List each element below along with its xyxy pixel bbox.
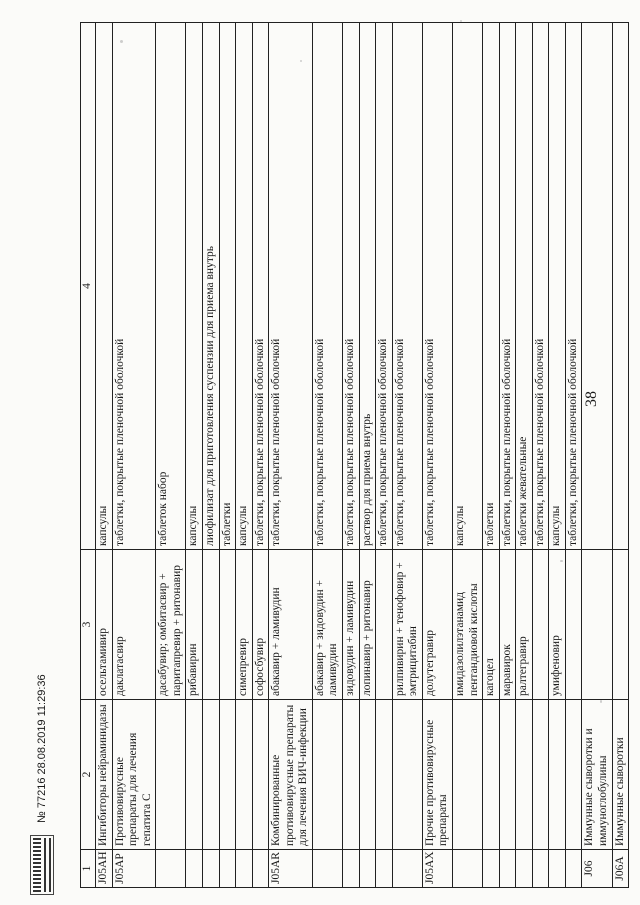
table-row	[96, 23, 113, 888]
drug-name-cell	[612, 550, 629, 700]
table-row	[565, 23, 582, 888]
group-name-cell: Прочие противовирусные препараты	[422, 700, 452, 850]
group-name-cell: Комбинированные противовирусные препараты для лечения ВИЧ-инфекции	[269, 700, 313, 850]
drug-name-cell: даклатасвир	[112, 550, 156, 700]
table-row	[392, 23, 422, 888]
drug-name-cell: маравирок	[499, 550, 516, 700]
group-name-cell	[549, 700, 566, 850]
group-name-cell: Противовирусные препараты для лечения гепатита С	[112, 700, 156, 850]
drug-name-cell: абакавир + зидовудин + ламивудин	[312, 550, 342, 700]
code-cell: J05AR	[269, 850, 313, 888]
page-number: 38	[583, 391, 600, 407]
group-name-cell	[392, 700, 422, 850]
code-cell	[156, 850, 186, 888]
group-name-cell	[483, 700, 500, 850]
code-cell	[532, 850, 549, 888]
table-row	[112, 23, 156, 888]
drug-name-cell: лопинавир + ритонавир	[359, 550, 376, 700]
group-name-cell: Ингибиторы нейраминидазы	[96, 700, 113, 850]
table-row	[452, 23, 482, 888]
group-name-cell	[532, 700, 549, 850]
group-name-cell	[565, 700, 582, 850]
dosage-form-cell: капсулы	[549, 23, 566, 550]
table-header-row	[81, 23, 96, 888]
table-row	[582, 23, 612, 888]
document-table-container	[80, 23, 629, 888]
column-header: 4	[81, 23, 96, 550]
dosage-form-cell: таблетки, покрытые пленочной оболочкой	[532, 23, 549, 550]
table-row	[186, 23, 203, 888]
drug-name-cell	[565, 550, 582, 700]
table-row	[269, 23, 313, 888]
group-name-cell	[186, 700, 203, 850]
code-cell: J05AX	[422, 850, 452, 888]
code-cell	[312, 850, 342, 888]
group-name-cell	[359, 700, 376, 850]
dosage-form-cell: таблетки, покрытые пленочной оболочкой	[269, 23, 313, 550]
table-body	[96, 23, 629, 888]
code-cell: J05AP	[112, 850, 156, 888]
drug-name-cell: рилпивирин + тенофовир + эмтрицитабин	[392, 550, 422, 700]
drug-name-cell: абакавир + ламивудин	[269, 550, 313, 700]
table-row	[532, 23, 549, 888]
code-cell	[483, 850, 500, 888]
group-name-cell	[202, 700, 219, 850]
drug-name-cell: долутегравир	[422, 550, 452, 700]
dosage-form-cell: таблеток набор	[156, 23, 186, 550]
table-row	[516, 23, 533, 888]
group-name-cell: Иммунные сыворотки и иммуноглобулины	[582, 700, 612, 850]
dosage-form-cell	[582, 23, 612, 550]
drug-name-cell: дасабувир; омбитасвир + паритапревир + ритонавир	[156, 550, 186, 700]
barcode-stamp-icon	[30, 835, 54, 895]
table-row	[219, 23, 236, 888]
table-row	[359, 23, 376, 888]
drug-name-cell: симепревир	[236, 550, 253, 700]
group-name-cell	[236, 700, 253, 850]
dosage-form-cell: таблетки, покрытые пленочной оболочкой	[422, 23, 452, 550]
code-cell	[236, 850, 253, 888]
table-row	[483, 23, 500, 888]
drug-name-cell: ралтегравир	[516, 550, 533, 700]
document-table	[80, 22, 629, 888]
dosage-form-cell: капсулы	[236, 23, 253, 550]
dosage-form-cell: таблетки	[219, 23, 236, 550]
table-row	[236, 23, 253, 888]
dosage-form-cell: таблетки, покрытые пленочной оболочкой	[312, 23, 342, 550]
drug-name-cell: умифеновир	[549, 550, 566, 700]
dosage-form-cell: таблетки, покрытые пленочной оболочкой	[376, 23, 393, 550]
column-header: 2	[81, 700, 96, 850]
dosage-form-cell: таблетки, покрытые пленочной оболочкой	[343, 23, 360, 550]
code-cell	[516, 850, 533, 888]
code-cell: J06A	[612, 850, 629, 888]
drug-name-cell	[219, 550, 236, 700]
group-name-cell: Иммунные сыворотки	[612, 700, 629, 850]
table-row	[376, 23, 393, 888]
drug-name-cell: софосбувир	[252, 550, 269, 700]
document-footer	[30, 15, 54, 895]
dosage-form-cell: таблетки, покрытые пленочной оболочкой	[252, 23, 269, 550]
column-header: 3	[81, 550, 96, 700]
table-row	[312, 23, 342, 888]
dosage-form-cell: таблетки жевательные	[516, 23, 533, 550]
table-row	[156, 23, 186, 888]
code-cell	[343, 850, 360, 888]
dosage-form-cell: таблетки, покрытые пленочной оболочкой	[112, 23, 156, 550]
group-name-cell	[219, 700, 236, 850]
table-row	[612, 23, 629, 888]
drug-name-cell: зидовудин + ламивудин	[343, 550, 360, 700]
table-row	[422, 23, 452, 888]
group-name-cell	[343, 700, 360, 850]
drug-name-cell: осельтамивир	[96, 550, 113, 700]
dosage-form-cell: раствор для приема внутрь	[359, 23, 376, 550]
code-cell	[499, 850, 516, 888]
group-name-cell	[156, 700, 186, 850]
code-cell	[252, 850, 269, 888]
code-cell	[359, 850, 376, 888]
group-name-cell	[499, 700, 516, 850]
column-header: 1	[81, 850, 96, 888]
dosage-form-cell: таблетки, покрытые пленочной оболочкой	[392, 23, 422, 550]
code-cell: J06	[582, 850, 612, 888]
dosage-form-cell: таблетки, покрытые пленочной оболочкой	[565, 23, 582, 550]
drug-name-cell	[376, 550, 393, 700]
code-cell	[392, 850, 422, 888]
drug-name-cell	[532, 550, 549, 700]
code-cell	[376, 850, 393, 888]
code-cell	[565, 850, 582, 888]
code-cell	[549, 850, 566, 888]
dosage-form-cell	[612, 23, 629, 550]
table-row	[499, 23, 516, 888]
code-cell	[202, 850, 219, 888]
drug-name-cell: кагоцел	[483, 550, 500, 700]
dosage-form-cell: капсулы	[452, 23, 482, 550]
drug-name-cell: имидазолилэтанамид пентандиовой кислоты	[452, 550, 482, 700]
table-row	[252, 23, 269, 888]
dosage-form-cell: таблетки	[483, 23, 500, 550]
group-name-cell	[516, 700, 533, 850]
group-name-cell	[252, 700, 269, 850]
code-cell	[452, 850, 482, 888]
drug-name-cell: рибавирин	[186, 550, 203, 700]
group-name-cell	[452, 700, 482, 850]
dosage-form-cell: капсулы	[96, 23, 113, 550]
table-row	[549, 23, 566, 888]
drug-name-cell	[202, 550, 219, 700]
code-cell	[219, 850, 236, 888]
table-row	[202, 23, 219, 888]
code-cell	[186, 850, 203, 888]
code-cell: J05AH	[96, 850, 113, 888]
group-name-cell	[376, 700, 393, 850]
dosage-form-cell: лиофилизат для приготовления суспензии для приема внутрь	[202, 23, 219, 550]
table-row	[343, 23, 360, 888]
dosage-form-cell: капсулы	[186, 23, 203, 550]
dosage-form-cell: таблетки, покрытые пленочной оболочкой	[499, 23, 516, 550]
group-name-cell	[312, 700, 342, 850]
drug-name-cell	[582, 550, 612, 700]
document-reference: № 77216 28.08.2019 11:29:36	[36, 674, 48, 823]
